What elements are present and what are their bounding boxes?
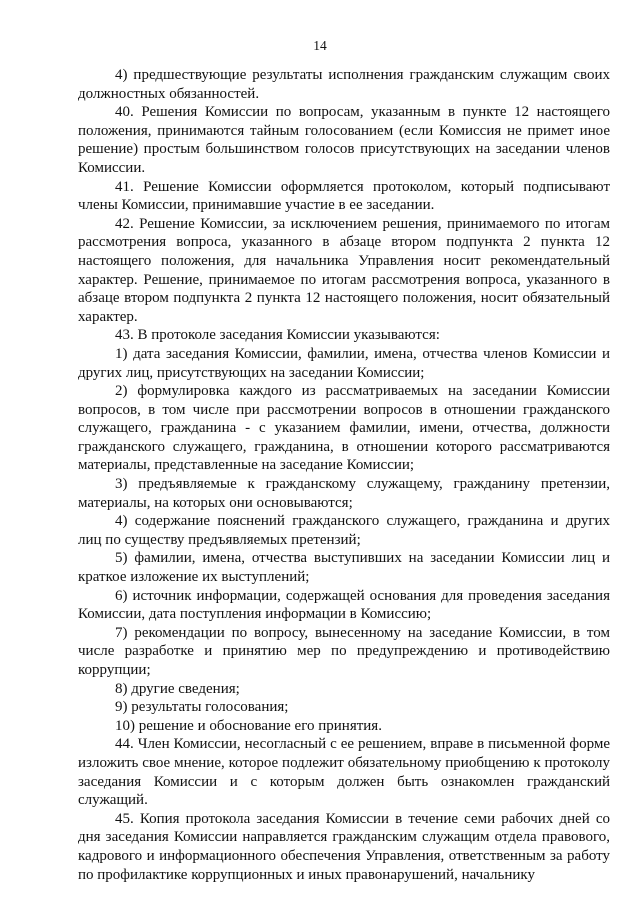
paragraph-40: 40. Решения Комиссии по вопросам, указанным в пункте 12 настоящего положения, принимаются тайным голосованием (если Комиссия не примет иное решение) простым большинством голосов присутствующих на заседании членов Комиссии. [78, 104, 610, 176]
list-item-9: 9) результаты голосования; [115, 699, 289, 716]
list-item-2: 2) формулировка каждого из рассматриваемых на заседании Комиссии вопросов, в том числе при рассмотрении вопросов в отношении гражданского служащего, гражданина - с указанием фамилии, имени, отчества, должности гражданского служащего, гражданина, в отношении которого рассматриваются материалы, представленные на заседание Комиссии; [78, 383, 610, 474]
list-item-5: 5) фамилии, имена, отчества выступивших на заседании Комиссии лиц и краткое изложение их выступлений; [78, 550, 610, 586]
list-item-10: 10) решение и обоснование его принятия. [115, 717, 382, 734]
paragraph-45: 45. Копия протокола заседания Комиссии в течение семи рабочих дней со дня заседания Комиссии направляется гражданским служащим отдела правового, кадрового и информационного обеспечения Управления, ответственным за работу по профилактике коррупционных и иных правонарушений, начальнику [78, 810, 610, 883]
list-item-7: 7) рекомендации по вопросу, вынесенному на заседание Комиссии, в том числе разработке и принятию мер по предупреждению и противодействию коррупции; [78, 624, 610, 678]
paragraph-item-4: 4) предшествующие результаты исполнения гражданским служащим своих должностных обязанностей. [78, 67, 610, 102]
document-body [78, 66, 610, 884]
list-item-4: 4) содержание пояснений гражданского служащего, гражданина и других лиц по существу предъявляемых претензий; [78, 513, 610, 548]
list-item-1: 1) дата заседания Комиссии, фамилии, имена, отчества членов Комиссии и других лиц, присутствующих на заседании Комиссии; [78, 345, 610, 381]
paragraph-44: 44. Член Комиссии, несогласный с ее решением, вправе в письменной форме изложить свое мнение, которое подлежит обязательному приобщению к протоколу заседания Комиссии и с которым должен быть ознакомлен гражданский служащий. [78, 736, 610, 809]
page-number: 14 [313, 38, 327, 53]
paragraph-42: 42. Решение Комиссии, за исключением решения, принимаемого по итогам рассмотрения вопроса, указанного в абзаце втором подпункта 2 пункта 12 настоящего положения, для начальника Управления носит рекомендательный характер. Решение, принимаемое по итогам рассмотрения вопроса, указанного в абзаце втором подпункта 2 пункта 12 настоящего положения, носит обязательный характер. [78, 215, 610, 325]
list-item-6: 6) источник информации, содержащей основания для проведения заседания Комиссии, дата поступления информации в Комиссию; [78, 587, 610, 623]
paragraph-43: 43. В протоколе заседания Комиссии указываются: [115, 327, 440, 344]
paragraph-41: 41. Решение Комиссии оформляется протоколом, который подписывают члены Комиссии, принимавшие участие в ее заседании. [78, 178, 610, 214]
list-item-8: 8) другие сведения; [115, 680, 240, 697]
list-item-3: 3) предъявляемые к гражданскому служащему, гражданину претензии, материалы, на которых они основываются; [78, 476, 610, 511]
